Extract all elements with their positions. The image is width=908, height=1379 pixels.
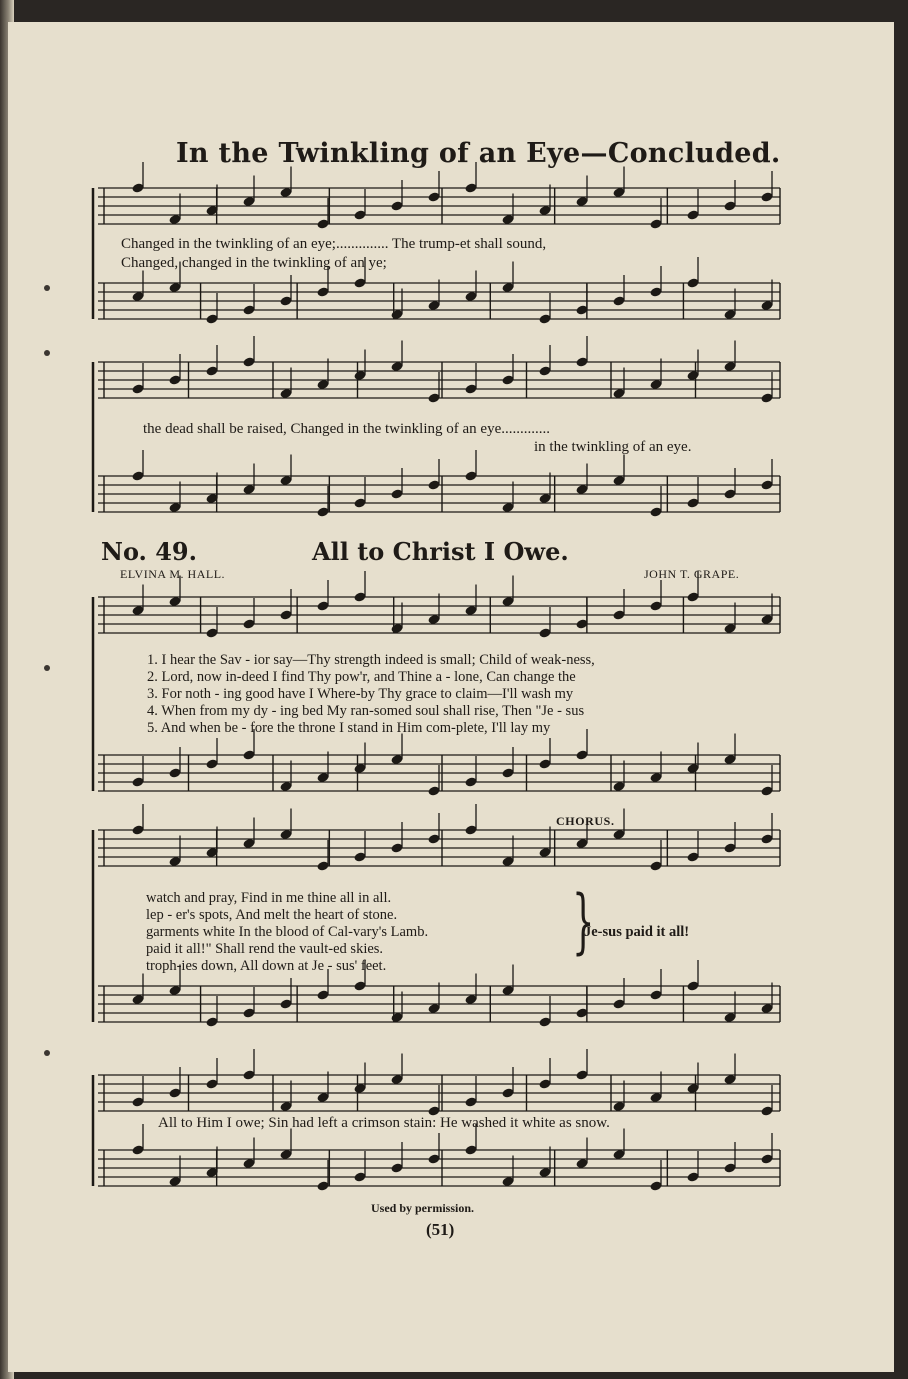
hymn-number: No. 49.	[101, 537, 197, 566]
lyric-line: in the twinkling of an eye.	[534, 439, 692, 455]
verse-line: 1. I hear the Sav - ior say—Thy strength indeed is small; Child of weak-ness,	[147, 652, 595, 668]
verse-line: lep - er's spots, And melt the heart of stone.	[146, 907, 398, 923]
composer-credit: JOHN T. GRAPE.	[644, 567, 740, 581]
verse-line: 2. Lord, now in-deed I find Thy pow'r, and Thine a - lone, Can change the	[147, 669, 576, 685]
verse-line: garments white In the blood of Cal-vary's Lamb.	[146, 924, 429, 940]
song2-title: All to Christ I Owe.	[312, 537, 569, 566]
page-number: (51)	[426, 1220, 455, 1239]
lyric-line: Changed, changed in the twinkling of an ye;	[121, 255, 387, 271]
refrain-line: All to Him I owe; Sin had left a crimson stain: He washed it white as snow.	[158, 1115, 610, 1131]
verse-line: watch and pray, Find in me thine all in all.	[146, 890, 392, 906]
lyric-line: Changed in the twinkling of an eye;.............. The trump-et shall sound,	[121, 236, 547, 252]
chorus-brace: }	[572, 880, 595, 962]
verse-line: 3. For noth - ing good have I Where-by Thy grace to claim—I'll wash my	[147, 686, 574, 702]
verse-line: paid it all!" Shall rend the vault-ed skies.	[146, 941, 384, 957]
verse-line: troph-ies down, All down at Je - sus' feet.	[146, 958, 387, 974]
chorus-text: Je-sus paid it all!	[584, 924, 690, 940]
verse-line: 4. When from my dy - ing bed My ran-somed soul shall rise, Then "Je - sus	[147, 703, 585, 719]
verse-line: 5. And when be - fore the throne I stand in Him com-plete, I'll lay my	[147, 720, 551, 736]
lyric-line: the dead shall be raised, Changed in the twinkling of an eye.............	[143, 421, 550, 437]
chorus-label: CHORUS.	[556, 814, 615, 828]
lyricist-credit: ELVINA M. HALL.	[120, 567, 226, 581]
song1-title: In the Twinkling of an Eye—Concluded.	[176, 138, 781, 169]
permission-note: Used by permission.	[371, 1201, 475, 1215]
